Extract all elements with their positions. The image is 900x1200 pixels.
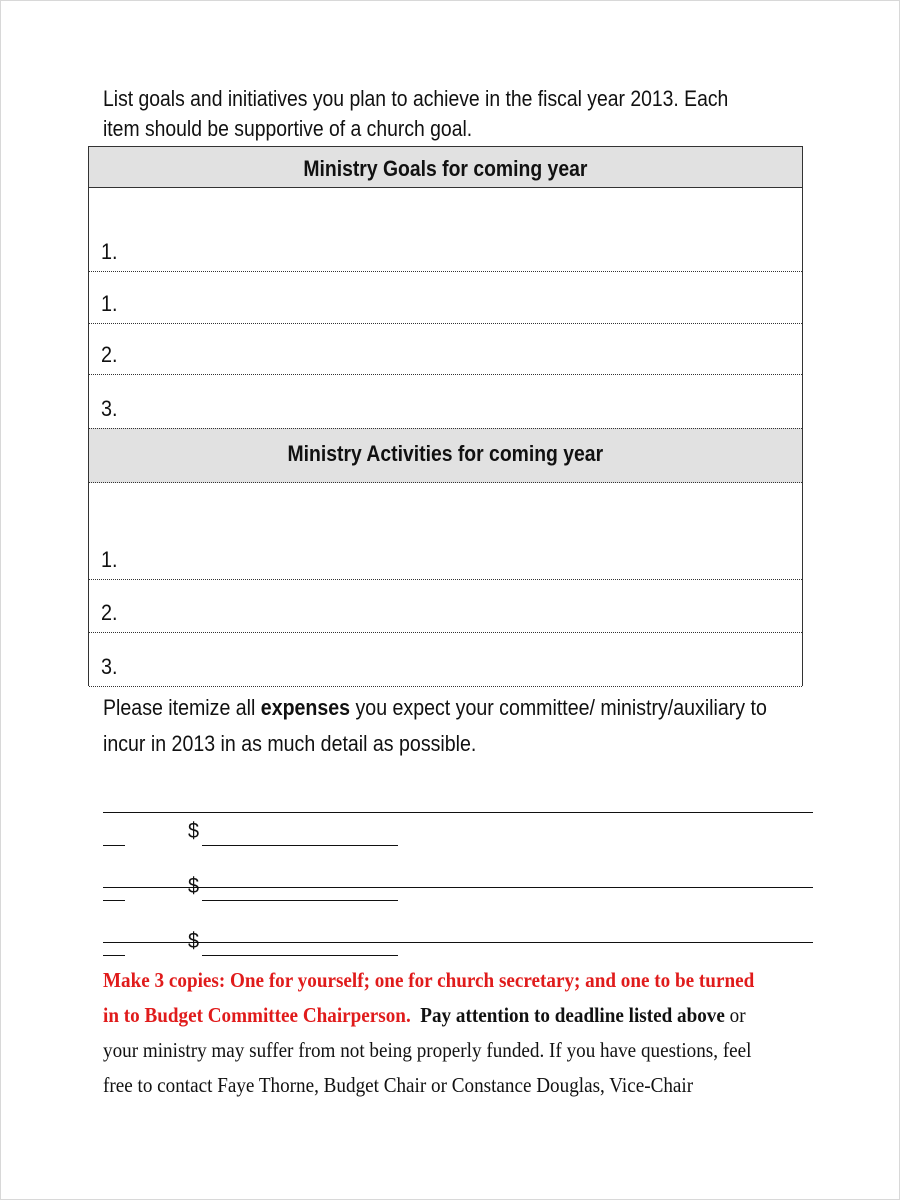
intro-line-1: List goals and initiatives you plan to achieve in the fiscal year 2013. Each — [103, 86, 729, 111]
copies-instruction-line-2: in to Budget Committee Chairperson. — [103, 1003, 411, 1027]
dollar-sign: $ — [188, 873, 200, 898]
goals-activities-table — [88, 146, 803, 686]
activity-number: 1. — [101, 547, 118, 572]
expenses-keyword: expenses — [260, 695, 351, 720]
note-line-3: your ministry may suffer from not being properly funded. If you have questions, feel — [103, 1038, 752, 1062]
expense-short-line[interactable] — [103, 845, 125, 846]
goal-number: 2. — [101, 342, 118, 367]
deadline-warning-tail: or — [724, 1003, 746, 1027]
expense-short-line[interactable] — [103, 955, 125, 956]
activity-number: 2. — [101, 600, 118, 625]
goal-row[interactable] — [89, 187, 802, 272]
activity-row[interactable] — [89, 633, 802, 687]
goals-header — [89, 146, 802, 188]
expense-description-line[interactable] — [103, 812, 813, 813]
dollar-sign: $ — [188, 928, 200, 953]
intro-instructions — [103, 84, 737, 144]
activity-row[interactable] — [89, 482, 802, 580]
dollar-sign: $ — [188, 818, 200, 843]
goal-row[interactable] — [89, 375, 802, 428]
activities-header-text: Ministry Activities for coming year — [287, 441, 604, 466]
expenses-line-2: incur in 2013 in as much detail as possible. — [103, 731, 477, 756]
expense-amount-line[interactable] — [202, 900, 398, 901]
deadline-warning: Pay attention to deadline listed above — [420, 1003, 725, 1027]
note-line-2 — [103, 998, 779, 1033]
expenses-instructions — [103, 690, 779, 762]
activities-header — [89, 428, 802, 483]
intro-line-2: item should be supportive of a church goal. — [103, 116, 473, 141]
submission-note — [103, 963, 779, 1103]
expense-amount-line[interactable] — [202, 955, 398, 956]
goal-number: 1. — [101, 291, 118, 316]
expense-description-line[interactable] — [103, 887, 813, 888]
goal-row[interactable] — [89, 272, 802, 324]
goal-row[interactable] — [89, 324, 802, 375]
activity-row[interactable] — [89, 580, 802, 633]
goal-number: 3. — [101, 396, 118, 421]
expenses-line-1-post: you expect your committee/ ministry/auxiliary to — [350, 695, 767, 720]
goals-header-text: Ministry Goals for coming year — [303, 156, 588, 181]
goal-number: 1. — [101, 239, 118, 264]
expenses-line-1 — [103, 690, 779, 726]
copies-instruction-line-1: Make 3 copies: One for yourself; one for church secretary; and one to be turned — [103, 968, 755, 992]
note-line-4: free to contact Faye Thorne, Budget Chair or Constance Douglas, Vice-Chair — [103, 1073, 694, 1097]
activity-number: 3. — [101, 654, 118, 679]
expenses-line-1-pre: Please itemize all — [103, 695, 261, 720]
expense-amount-line[interactable] — [202, 845, 398, 846]
expense-description-line[interactable] — [103, 942, 813, 943]
expense-short-line[interactable] — [103, 900, 125, 901]
